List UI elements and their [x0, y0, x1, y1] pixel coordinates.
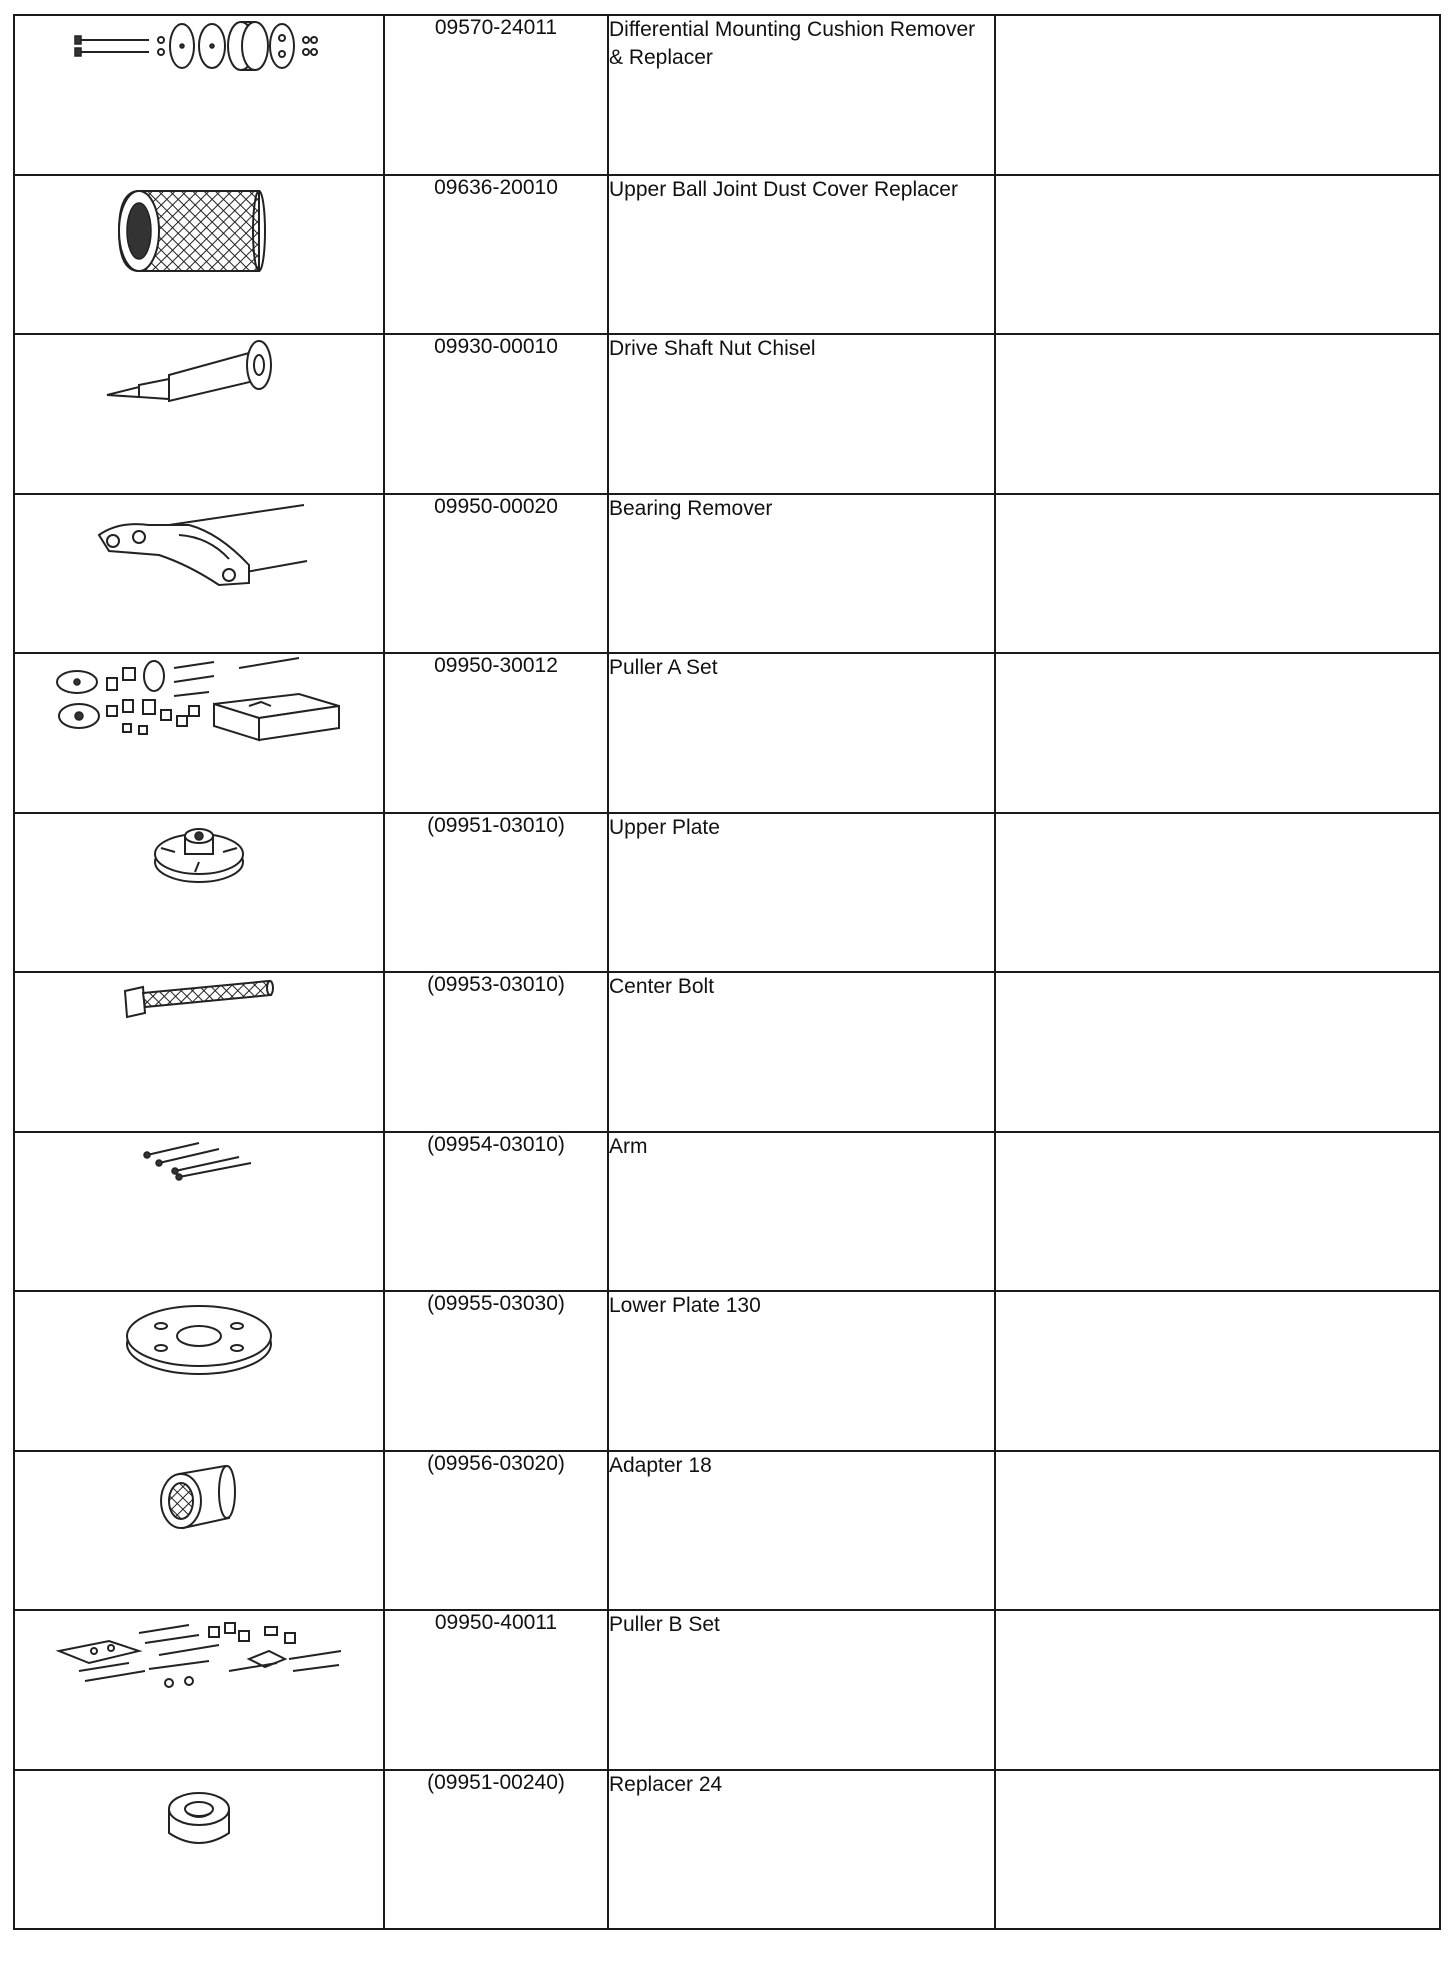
- table-row: [14, 1610, 1440, 1770]
- note-cell: [995, 334, 1440, 494]
- illustration-cell: [14, 175, 384, 335]
- puller-b-set-icon: [49, 1611, 349, 1691]
- part-number: (09956-03020): [384, 1451, 608, 1611]
- tool-description: Center Bolt: [608, 972, 995, 1132]
- part-number: 09950-40011: [384, 1610, 608, 1770]
- part-number: (09951-00240): [384, 1770, 608, 1930]
- part-number: 09636-20010: [384, 175, 608, 335]
- replacer-icon: [149, 1771, 249, 1861]
- table-row: [14, 334, 1440, 494]
- illustration-cell: [14, 1451, 384, 1611]
- table-row: [14, 972, 1440, 1132]
- illustration-cell: [14, 1770, 384, 1930]
- adapter-icon: [149, 1452, 249, 1542]
- tool-description: Upper Plate: [608, 813, 995, 973]
- note-cell: [995, 1291, 1440, 1451]
- part-number: 09570-24011: [384, 15, 608, 175]
- note-cell: [995, 813, 1440, 973]
- note-cell: [995, 653, 1440, 813]
- part-number: (09951-03010): [384, 813, 608, 973]
- table-row: [14, 175, 1440, 335]
- puller-a-set-icon: [49, 654, 349, 744]
- tool-description: Replacer 24: [608, 1770, 995, 1930]
- illustration-cell: [14, 1610, 384, 1770]
- table-row: [14, 813, 1440, 973]
- note-cell: [995, 15, 1440, 175]
- tool-description: Lower Plate 130: [608, 1291, 995, 1451]
- illustration-cell: [14, 1132, 384, 1292]
- table-row: [14, 1291, 1440, 1451]
- part-number: (09955-03030): [384, 1291, 608, 1451]
- tool-description: Puller A Set: [608, 653, 995, 813]
- part-number: (09953-03010): [384, 972, 608, 1132]
- tool-description: Adapter 18: [608, 1451, 995, 1611]
- illustration-cell: [14, 1291, 384, 1451]
- illustration-cell: [14, 334, 384, 494]
- table-row: [14, 653, 1440, 813]
- tool-description: Upper Ball Joint Dust Cover Replacer: [608, 175, 995, 335]
- upper-plate-icon: [139, 814, 259, 894]
- note-cell: [995, 175, 1440, 335]
- tool-description: Drive Shaft Nut Chisel: [608, 334, 995, 494]
- note-cell: [995, 494, 1440, 654]
- illustration-cell: [14, 15, 384, 175]
- chisel-icon: [99, 335, 299, 415]
- part-number: 09930-00010: [384, 334, 608, 494]
- arm-icon: [139, 1133, 259, 1183]
- cushion-remover-replacer-icon: [69, 16, 329, 76]
- part-number: 09950-30012: [384, 653, 608, 813]
- tool-description: Arm: [608, 1132, 995, 1292]
- table-row: [14, 494, 1440, 654]
- table-row: [14, 15, 1440, 175]
- part-number: (09954-03010): [384, 1132, 608, 1292]
- table-row: [14, 1770, 1440, 1930]
- note-cell: [995, 1770, 1440, 1930]
- illustration-cell: [14, 972, 384, 1132]
- note-cell: [995, 1610, 1440, 1770]
- note-cell: [995, 972, 1440, 1132]
- note-cell: [995, 1451, 1440, 1611]
- illustration-cell: [14, 494, 384, 654]
- lower-plate-icon: [119, 1292, 279, 1382]
- tool-description: Puller B Set: [608, 1610, 995, 1770]
- tool-description: Differential Mounting Cushion Remover & Replacer: [608, 15, 995, 175]
- table-row: [14, 1451, 1440, 1611]
- table-row: [14, 1132, 1440, 1292]
- tool-description: Bearing Remover: [608, 494, 995, 654]
- illustration-cell: [14, 813, 384, 973]
- note-cell: [995, 1132, 1440, 1292]
- center-bolt-icon: [119, 973, 279, 1023]
- illustration-cell: [14, 653, 384, 813]
- dust-cover-replacer-icon: [99, 176, 299, 286]
- special-tools-table: [13, 14, 1441, 1930]
- part-number: 09950-00020: [384, 494, 608, 654]
- bearing-remover-icon: [79, 495, 319, 595]
